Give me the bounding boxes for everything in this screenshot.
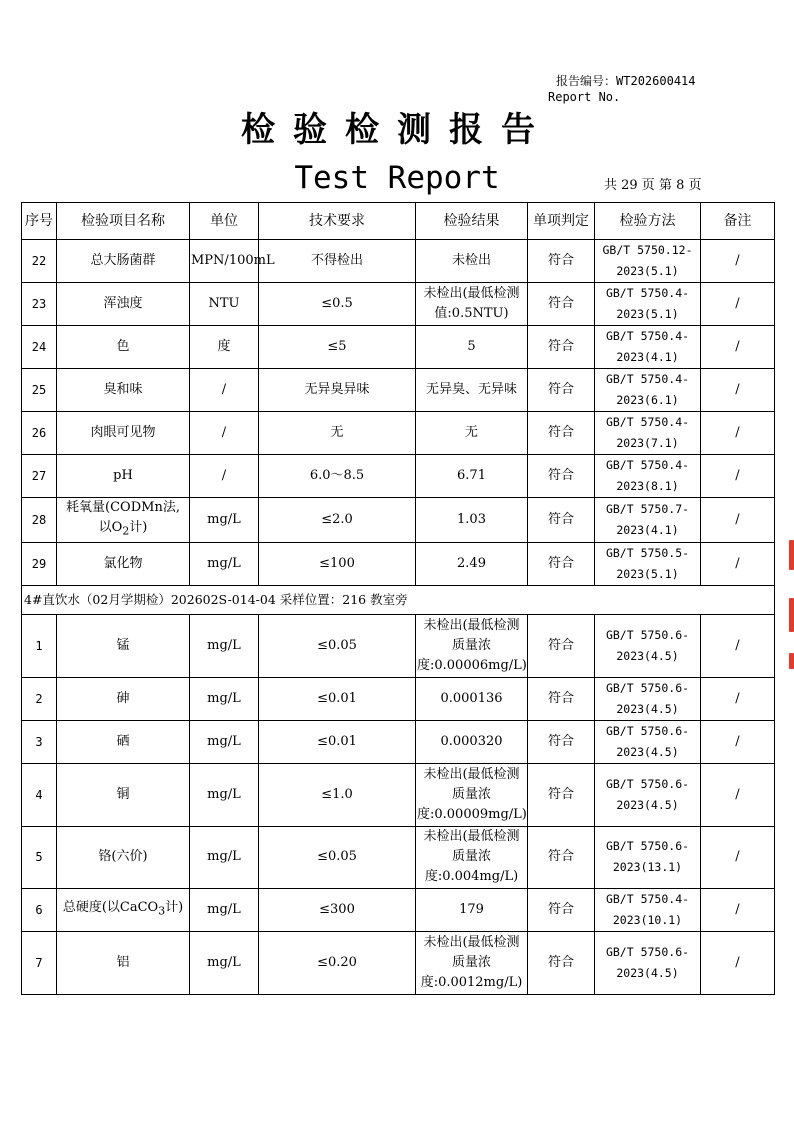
row-judgement: 符合 (528, 498, 595, 543)
row-item: 臭和味 (57, 369, 190, 412)
stamp-mark (789, 653, 794, 669)
method-line: GB/T 5750.4- (605, 372, 690, 386)
method-line: GB/T 5750.6- (605, 680, 690, 695)
row-method (595, 369, 701, 412)
row-result: 未检出(最低检测值:0.5NTU) (416, 283, 528, 326)
row-result: 0.000320 (416, 720, 528, 763)
item-text: 计) (129, 520, 148, 535)
row-note: / (701, 720, 775, 763)
row-result: 6.71 (416, 455, 528, 498)
method-line: GB/T 5750.12- (602, 243, 693, 257)
row-requirement: ≤300 (259, 888, 416, 931)
row-result: 未检出 (416, 240, 528, 283)
page-title-cn: 检验检测报告 (241, 110, 553, 150)
table-row (22, 542, 775, 585)
row-no: 5 (22, 826, 57, 888)
table-row (22, 326, 775, 369)
table-row (22, 763, 775, 826)
row-unit: mg/L (190, 542, 259, 585)
row-method (595, 931, 701, 994)
table-row (22, 720, 775, 763)
row-requirement: ≤0.5 (259, 283, 416, 326)
page-title-en: Test Report (294, 160, 500, 196)
row-note: / (701, 240, 775, 283)
row-item: 氯化物 (57, 542, 190, 585)
row-no: 2 (22, 677, 57, 720)
row-unit: / (190, 369, 259, 412)
method-line: GB/T 5750.4- (605, 458, 690, 472)
row-note: / (701, 826, 775, 888)
method-line: GB/T 5750.6- (605, 627, 690, 642)
row-note: / (701, 283, 775, 326)
row-unit: mg/L (190, 931, 259, 994)
row-judgement: 符合 (528, 826, 595, 888)
table-row (22, 412, 775, 455)
row-unit: / (190, 412, 259, 455)
method-line: GB/T 5750.4- (605, 415, 690, 429)
row-judgement: 符合 (528, 931, 595, 994)
row-no: 7 (22, 931, 57, 994)
item-text: 耗氧量(CODMn法, (66, 500, 180, 515)
method-line: GB/T 5750.4- (605, 286, 690, 300)
col-unit: 单位 (190, 203, 259, 240)
method-line: 2023(5.1) (616, 264, 679, 278)
row-item: 锰 (57, 614, 190, 677)
row-judgement: 符合 (528, 888, 595, 931)
table-row (22, 369, 775, 412)
col-item: 检验项目名称 (57, 203, 190, 240)
row-no: 4 (22, 763, 57, 826)
method-line: GB/T 5750.5- (605, 545, 690, 560)
row-result: 1.03 (416, 498, 528, 543)
row-item: 砷 (57, 677, 190, 720)
method-line: 2023(4.5) (616, 648, 679, 663)
method-line: 2023(4.1) (616, 350, 679, 364)
row-unit: mg/L (190, 498, 259, 543)
method-line: 2023(4.5) (616, 744, 679, 759)
row-judgement: 符合 (528, 720, 595, 763)
row-note: / (701, 412, 775, 455)
method-line: 2023(4.1) (616, 522, 679, 537)
row-unit: NTU (190, 283, 259, 326)
method-line: GB/T 5750.4- (605, 891, 690, 906)
table-row (22, 498, 775, 543)
row-no: 24 (22, 326, 57, 369)
method-line: 2023(5.1) (616, 307, 679, 321)
method-line: GB/T 5750.6- (605, 944, 690, 959)
row-unit: mg/L (190, 826, 259, 888)
row-method (595, 283, 701, 326)
row-unit: mg/L (190, 614, 259, 677)
row-method (595, 455, 701, 498)
item-text: 计) (165, 899, 184, 915)
row-note: / (701, 326, 775, 369)
method-line: 2023(7.1) (616, 436, 679, 450)
row-requirement: 无异臭异味 (259, 369, 416, 412)
method-line: GB/T 5750.7- (605, 501, 690, 516)
row-judgement: 符合 (528, 542, 595, 585)
col-requirement: 技术要求 (259, 203, 416, 240)
method-line: GB/T 5750.6- (605, 776, 690, 791)
row-requirement: ≤0.20 (259, 931, 416, 994)
row-unit: 度 (190, 326, 259, 369)
row-note: / (701, 888, 775, 931)
row-item: 色 (57, 326, 190, 369)
row-unit: mg/L (190, 888, 259, 931)
row-method (595, 412, 701, 455)
table-row (22, 614, 775, 677)
row-item: 铜 (57, 763, 190, 826)
row-judgement: 符合 (528, 614, 595, 677)
row-requirement: ≤0.05 (259, 826, 416, 888)
row-judgement: 符合 (528, 326, 595, 369)
report-no-label: 报告编号： (556, 74, 617, 88)
stamp-mark (789, 540, 794, 570)
row-note: / (701, 455, 775, 498)
method-line: 2023(4.5) (616, 701, 679, 716)
row-no: 1 (22, 614, 57, 677)
row-no: 25 (22, 369, 57, 412)
row-requirement: ≤5 (259, 326, 416, 369)
col-no: 序号 (22, 203, 57, 240)
method-line: GB/T 5750.4- (605, 329, 690, 343)
row-result: 179 (416, 888, 528, 931)
method-line: GB/T 5750.6- (605, 723, 690, 738)
report-number (548, 73, 696, 105)
row-item: 总大肠菌群 (57, 240, 190, 283)
row-judgement: 符合 (528, 369, 595, 412)
row-method (595, 542, 701, 585)
method-line: 2023(10.1) (612, 912, 683, 927)
row-unit: mg/L (190, 677, 259, 720)
row-requirement: 不得检出 (259, 240, 416, 283)
table-row (22, 931, 775, 994)
row-item (57, 888, 190, 931)
row-requirement: ≤0.01 (259, 677, 416, 720)
row-item: 浑浊度 (57, 283, 190, 326)
row-no: 23 (22, 283, 57, 326)
row-note: / (701, 677, 775, 720)
row-method (595, 326, 701, 369)
row-judgement: 符合 (528, 283, 595, 326)
table-row (22, 455, 775, 498)
table-header-row (22, 203, 775, 240)
method-line: 2023(5.1) (616, 566, 679, 581)
row-result: 未检出(最低检测质量浓度:0.00009mg/L) (416, 763, 528, 826)
row-method (595, 720, 701, 763)
row-item (57, 498, 190, 543)
report-no-value: WT202600414 (616, 74, 696, 88)
row-no: 3 (22, 720, 57, 763)
item-subscript: 3 (158, 904, 166, 918)
row-method (595, 240, 701, 283)
row-no: 22 (22, 240, 57, 283)
stamp-mark (789, 598, 794, 632)
item-subscript: 2 (122, 524, 130, 538)
section-row (22, 585, 775, 614)
report-no-en: Report No. (548, 90, 621, 104)
row-no: 26 (22, 412, 57, 455)
page-info: 共 29 页 第 8 页 (604, 178, 702, 193)
test-result-table (21, 202, 775, 995)
row-note: / (701, 542, 775, 585)
table-row (22, 677, 775, 720)
row-method (595, 614, 701, 677)
row-method (595, 763, 701, 826)
row-requirement: ≤0.05 (259, 614, 416, 677)
row-note: / (701, 614, 775, 677)
row-item: 铝 (57, 931, 190, 994)
method-line: 2023(4.5) (616, 965, 679, 980)
row-result: 未检出(最低检测质量浓度:0.0012mg/L) (416, 931, 528, 994)
row-requirement: ≤2.0 (259, 498, 416, 543)
col-result: 检验结果 (416, 203, 528, 240)
item-text: 以O (98, 520, 123, 535)
row-no: 28 (22, 498, 57, 543)
col-note: 备注 (701, 203, 775, 240)
row-unit: mg/L (190, 763, 259, 826)
row-note: / (701, 369, 775, 412)
row-item: 肉眼可见物 (57, 412, 190, 455)
row-item: pH (57, 455, 190, 498)
row-item: 硒 (57, 720, 190, 763)
row-requirement: ≤100 (259, 542, 416, 585)
row-note: / (701, 763, 775, 826)
row-judgement: 符合 (528, 240, 595, 283)
row-judgement: 符合 (528, 763, 595, 826)
row-unit: mg/L (190, 720, 259, 763)
method-line: 2023(6.1) (616, 393, 679, 407)
section-title: 4#直饮水（02月学期检）202602S-014-04 采样位置：216 教室旁 (22, 585, 775, 614)
row-no: 6 (22, 888, 57, 931)
row-result: 未检出(最低检测质量浓度:0.00006mg/L) (416, 614, 528, 677)
table-row (22, 826, 775, 888)
method-line: 2023(8.1) (616, 479, 679, 493)
row-result: 2.49 (416, 542, 528, 585)
table-row (22, 240, 775, 283)
method-line: GB/T 5750.6- (605, 839, 690, 854)
row-method (595, 498, 701, 543)
row-judgement: 符合 (528, 412, 595, 455)
row-result: 未检出(最低检测质量浓度:0.004mg/L) (416, 826, 528, 888)
row-no: 29 (22, 542, 57, 585)
row-method (595, 677, 701, 720)
row-note: / (701, 931, 775, 994)
row-method (595, 888, 701, 931)
method-line: 2023(4.5) (616, 797, 679, 812)
row-requirement: 无 (259, 412, 416, 455)
row-result: 0.000136 (416, 677, 528, 720)
method-line: 2023(13.1) (612, 860, 683, 875)
row-note: / (701, 498, 775, 543)
row-item: 铬(六价) (57, 826, 190, 888)
row-unit: MPN/100mL (190, 240, 259, 283)
row-no: 27 (22, 455, 57, 498)
row-requirement: ≤0.01 (259, 720, 416, 763)
row-result: 无 (416, 412, 528, 455)
table-row (22, 888, 775, 931)
col-judgement: 单项判定 (528, 203, 595, 240)
row-requirement: ≤1.0 (259, 763, 416, 826)
col-method: 检验方法 (595, 203, 701, 240)
row-method (595, 826, 701, 888)
row-result: 无异臭、无异味 (416, 369, 528, 412)
row-requirement: 6.0～8.5 (259, 455, 416, 498)
item-text: 总硬度(以CaCO (62, 899, 159, 915)
table-row (22, 283, 775, 326)
row-result: 5 (416, 326, 528, 369)
row-judgement: 符合 (528, 677, 595, 720)
row-judgement: 符合 (528, 455, 595, 498)
row-unit: / (190, 455, 259, 498)
